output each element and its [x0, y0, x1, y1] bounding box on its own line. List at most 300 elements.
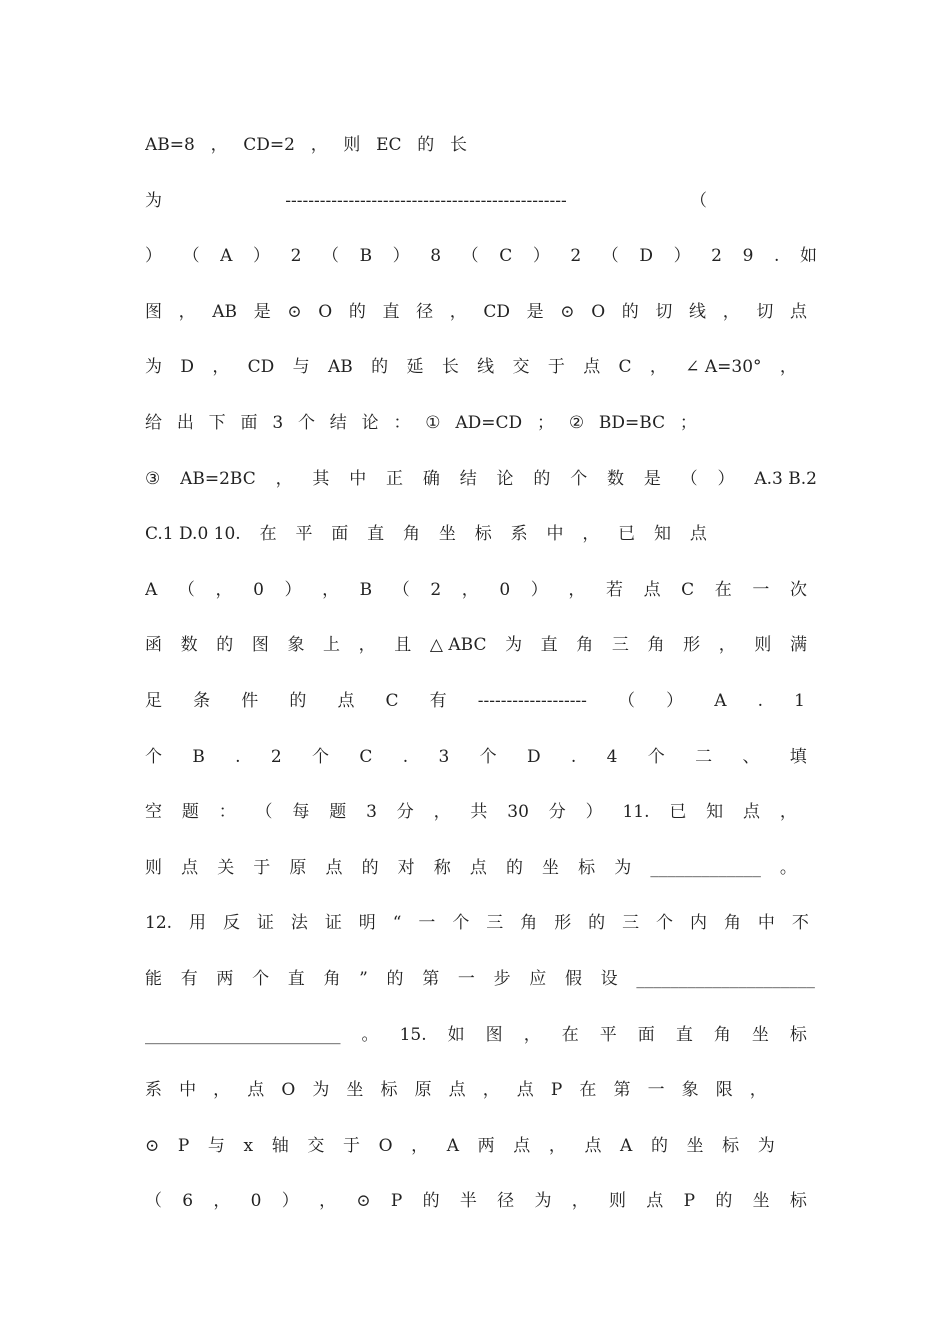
text-token: 两 [216, 969, 234, 989]
text-token: 的 [533, 469, 551, 489]
text-token: 直 [382, 302, 400, 322]
text-token: 系 [145, 1080, 162, 1100]
text-token: 的 [361, 858, 379, 878]
text-token: 步 [493, 969, 511, 989]
text-token: 于 [253, 858, 271, 878]
text-token: 内 [690, 913, 707, 933]
text-token: 次 [789, 580, 807, 600]
text-token: （ [461, 246, 479, 266]
text-token: ） [666, 691, 684, 711]
text-token: 明 [358, 913, 376, 933]
text-token: 条 [193, 691, 211, 711]
text-token: 12. [145, 913, 173, 933]
text-token: C [385, 691, 399, 711]
text-token: 出 [176, 413, 194, 433]
text-token: 能 [145, 969, 162, 989]
text-token: 结 [459, 469, 477, 489]
text-token: 坐 [686, 1136, 704, 1156]
text-token: 件 [241, 691, 259, 711]
text-line-2 [145, 188, 707, 214]
text-token: 给 [145, 413, 162, 433]
text-token: B [192, 747, 205, 767]
text-token: 是 [643, 469, 661, 489]
text-token: 已 [618, 524, 636, 544]
text-token: 证 [324, 913, 342, 933]
text-token: AB=8 [145, 135, 195, 155]
text-token: 角 [647, 635, 665, 655]
text-token: . [773, 246, 780, 266]
text-token: 是 [526, 302, 544, 322]
text-token: 平 [599, 1025, 617, 1045]
text-token: 面 [637, 1025, 655, 1045]
text-token: 长 [450, 135, 467, 155]
text-token: 0 [499, 580, 511, 600]
text-token: BD=BC [598, 413, 666, 433]
text-token: 中 [349, 469, 367, 489]
text-token: 半 [459, 1191, 477, 1211]
text-token: 3 [272, 413, 284, 433]
text-token: 8 [430, 246, 442, 266]
text-token: 则 [145, 858, 162, 878]
text-token: 轴 [271, 1136, 289, 1156]
text-token: 直 [287, 969, 305, 989]
text-token: ， [523, 1025, 541, 1045]
text-token: 0 [250, 1191, 262, 1211]
text-token: ） [717, 469, 735, 489]
text-token: P [683, 1191, 696, 1211]
text-token: 上 [323, 635, 341, 655]
text-token: ， [210, 135, 228, 155]
text-token: O [378, 1136, 393, 1156]
text-token: （ [690, 191, 707, 211]
text-token: 证 [256, 913, 274, 933]
text-token: 点 [646, 1191, 664, 1211]
text-token: （ [322, 246, 339, 266]
text-token: 交 [512, 357, 530, 377]
text-token: ， [215, 580, 233, 600]
text-token: 。 [361, 1025, 379, 1045]
text-line-8 [145, 521, 707, 547]
text-token: ， [433, 802, 451, 822]
text-token: 两 [477, 1136, 495, 1156]
text-token: A [220, 246, 233, 266]
text-token: 的 [505, 858, 523, 878]
text-line-5 [145, 354, 797, 380]
text-token: ； [536, 413, 554, 433]
text-token: 点 [689, 524, 707, 544]
text-token: 在 [714, 580, 732, 600]
text-token: 直 [540, 635, 558, 655]
text-token: CD [247, 357, 275, 377]
text-token: 点 [448, 1080, 466, 1100]
text-line-20 [145, 1188, 807, 1214]
text-token: 原 [289, 858, 307, 878]
text-token: 4 [606, 747, 618, 767]
text-token: 一 [752, 580, 770, 600]
text-token: 三 [611, 635, 629, 655]
text-token: ） [530, 580, 548, 600]
text-token: 2 [711, 246, 722, 266]
text-token: AB [328, 357, 353, 377]
text-token: ， [310, 135, 328, 155]
text-token: . [757, 691, 764, 711]
text-token: 面 [240, 413, 258, 433]
text-token: 如 [447, 1025, 465, 1045]
text-token: 数 [180, 635, 198, 655]
text-token: 于 [547, 357, 565, 377]
text-token: 坐 [542, 858, 560, 878]
text-token: 长 [441, 357, 459, 377]
text-token: 点 [743, 802, 761, 822]
text-token: 图 [485, 1025, 503, 1045]
text-token: 确 [422, 469, 440, 489]
text-token: ， [358, 635, 376, 655]
text-token: 为 [534, 1191, 552, 1211]
text-token: 象 [681, 1080, 699, 1100]
text-token: 法 [290, 913, 308, 933]
text-token: 平 [295, 524, 313, 544]
text-token: ， [582, 524, 600, 544]
text-token: （ [145, 1191, 162, 1211]
text-token: P [550, 1080, 563, 1100]
text-token: 2 [430, 580, 442, 600]
text-line-16 [145, 966, 815, 992]
text-token: 标 [578, 858, 596, 878]
text-token: 点 [513, 1136, 531, 1156]
text-token: ， [212, 357, 230, 377]
text-token: _____________ [650, 858, 761, 878]
text-token: 知 [654, 524, 672, 544]
text-token: 标 [789, 1191, 807, 1211]
text-token: EC [376, 135, 402, 155]
text-token: 个 [479, 747, 497, 767]
text-token: O [318, 302, 333, 322]
text-token: 的 [422, 1191, 440, 1211]
text-token: 标 [474, 524, 492, 544]
text-token: 点 [325, 858, 343, 878]
text-token: 的 [289, 691, 307, 711]
text-token: ⊙ [356, 1191, 371, 1211]
text-token: ） [253, 246, 271, 266]
text-token: 点 [516, 1080, 534, 1100]
text-token: （ [392, 580, 410, 600]
text-token: A [620, 1136, 633, 1156]
text-line-18 [145, 1077, 767, 1103]
text-token: 标 [789, 1025, 807, 1045]
text-token: 二 [695, 747, 713, 767]
text-token: . [570, 747, 577, 767]
text-token: 为 [505, 635, 523, 655]
text-token: 3 [438, 747, 450, 767]
text-line-1 [145, 132, 467, 158]
text-token: 图 [145, 302, 162, 322]
text-token: 个 [252, 969, 270, 989]
text-line-15 [145, 910, 809, 936]
text-token: C [499, 246, 513, 266]
text-token: （ [680, 469, 698, 489]
text-token: ⊙ [287, 302, 302, 322]
text-token: 满 [789, 635, 807, 655]
text-token: x [243, 1136, 254, 1156]
text-token: ， [718, 635, 736, 655]
text-token: 坐 [438, 524, 456, 544]
text-token: 如 [799, 246, 817, 266]
text-token: （ [177, 580, 195, 600]
text-token: ② [568, 413, 585, 433]
text-token: ） [585, 802, 603, 822]
text-token: 一 [647, 1080, 665, 1100]
text-token: 个 [570, 469, 588, 489]
text-token: 为 [614, 858, 632, 878]
text-token: 为 [145, 191, 162, 211]
text-token: 的 [650, 1136, 668, 1156]
text-token: ， [779, 357, 797, 377]
text-token: 在 [259, 524, 277, 544]
text-token: 个 [145, 747, 162, 767]
text-token: ， [275, 469, 293, 489]
text-token: 点 [789, 302, 807, 322]
text-token: 点 [469, 858, 487, 878]
text-token: 的 [386, 969, 404, 989]
text-token: ： [393, 413, 411, 433]
text-line-10 [145, 632, 807, 658]
text-token: 与 [207, 1136, 225, 1156]
text-token: 直 [367, 524, 385, 544]
text-line-17 [145, 1022, 807, 1048]
text-token: 用 [189, 913, 206, 933]
text-token: 角 [323, 969, 341, 989]
text-token: 个 [452, 913, 470, 933]
text-token: 题 [181, 802, 199, 822]
text-token: AB=2BC [180, 469, 256, 489]
text-line-19 [145, 1133, 775, 1159]
text-token: ， [322, 580, 340, 600]
text-token: 为 [312, 1080, 330, 1100]
text-token: 角 [713, 1025, 731, 1045]
text-token: 是 [253, 302, 271, 322]
text-token: 的 [371, 357, 389, 377]
text-line-13 [145, 799, 797, 825]
text-token: 6 [182, 1191, 194, 1211]
text-token: 已 [669, 802, 687, 822]
text-token: 设 [600, 969, 618, 989]
text-token: 有 [429, 691, 447, 711]
text-token: 交 [307, 1136, 325, 1156]
text-token: 三 [622, 913, 640, 933]
text-token: 点 [337, 691, 355, 711]
text-token: （ [601, 246, 619, 266]
text-token: 图 [251, 635, 269, 655]
text-token: ） [145, 246, 162, 266]
text-token: ------------------------------------------------- [285, 191, 567, 211]
text-token: 假 [564, 969, 582, 989]
text-token: 中 [546, 524, 564, 544]
text-token: 形 [683, 635, 701, 655]
text-line-11 [145, 688, 805, 714]
text-token: 2 [290, 246, 302, 266]
text-token: 形 [554, 913, 572, 933]
text-line-7 [145, 466, 817, 492]
text-token: 一 [418, 913, 436, 933]
text-token: 下 [208, 413, 226, 433]
text-token: D [526, 747, 541, 767]
text-token: ， [568, 580, 586, 600]
text-token: 第 [422, 969, 440, 989]
text-token: 个 [656, 913, 674, 933]
text-token: C [359, 747, 373, 767]
text-token: 的 [417, 135, 435, 155]
text-token: 线 [689, 302, 707, 322]
text-token: C [618, 357, 632, 377]
text-token: 个 [647, 747, 665, 767]
text-token: 反 [222, 913, 240, 933]
text-token: 应 [529, 969, 547, 989]
text-token: 于 [342, 1136, 360, 1156]
text-token: ， [548, 1136, 566, 1156]
text-line-14 [145, 855, 797, 881]
text-token: 切 [756, 302, 774, 322]
text-token: 切 [655, 302, 673, 322]
text-token: A.3 B.2 [754, 469, 817, 489]
text-token: 角 [576, 635, 594, 655]
text-line-4 [145, 299, 807, 325]
text-token: 分 [548, 802, 566, 822]
text-token: 角 [403, 524, 421, 544]
text-token: ， [411, 1136, 429, 1156]
text-token: ） [532, 246, 550, 266]
text-token: 分 [396, 802, 414, 822]
text-token: C.1 D.0 10. [145, 524, 241, 544]
text-token: AD=CD [455, 413, 523, 433]
text-token: 延 [406, 357, 424, 377]
text-token: ， [722, 302, 740, 322]
text-token: B [359, 246, 373, 266]
text-token: 角 [723, 913, 741, 933]
text-token: （ [255, 802, 273, 822]
text-token: ------------------- [477, 691, 587, 711]
text-token: 面 [331, 524, 349, 544]
text-token: 则 [754, 635, 772, 655]
text-token: 中 [179, 1080, 197, 1100]
text-token: 2 [270, 747, 282, 767]
text-token: 论 [361, 413, 379, 433]
text-token: 对 [397, 858, 415, 878]
text-token: 在 [579, 1080, 597, 1100]
text-token: ， [213, 1080, 231, 1100]
text-token: 的 [348, 302, 366, 322]
text-token: 则 [343, 135, 361, 155]
text-token: ， [779, 802, 797, 822]
text-token: 点 [247, 1080, 265, 1100]
text-token: 结 [329, 413, 347, 433]
text-token: _____________________ [636, 969, 815, 989]
text-token: 函 [145, 635, 162, 655]
text-token: 11. [622, 802, 650, 822]
text-line-6 [145, 410, 697, 436]
text-token: 中 [757, 913, 775, 933]
text-token: ① [425, 413, 441, 433]
text-token: 在 [561, 1025, 579, 1045]
text-token: C [681, 580, 695, 600]
text-token: ： [218, 802, 236, 822]
text-token: ， [749, 1080, 767, 1100]
text-token: 共 [470, 802, 488, 822]
text-token: 坐 [346, 1080, 364, 1100]
text-token: 称 [433, 858, 451, 878]
text-token: P [177, 1136, 190, 1156]
text-token: 径 [416, 302, 434, 322]
text-token: ， [461, 580, 479, 600]
text-token: ， [319, 1191, 337, 1211]
text-token: ” [359, 969, 368, 989]
text-token: ⊙ [560, 302, 575, 322]
text-token: “ [392, 913, 402, 933]
text-token: 关 [217, 858, 235, 878]
text-token: D [180, 357, 194, 377]
text-token: ； [679, 413, 697, 433]
text-token: ， [482, 1080, 500, 1100]
text-token: 限 [715, 1080, 733, 1100]
text-line-9 [145, 577, 807, 603]
text-token: 一 [457, 969, 475, 989]
text-token: 与 [292, 357, 310, 377]
text-token: （ [182, 246, 200, 266]
text-token: _______________________ [145, 1025, 341, 1045]
text-token: 的 [621, 302, 639, 322]
text-token: 的 [715, 1191, 733, 1211]
text-token: 直 [675, 1025, 693, 1045]
text-token: CD [483, 302, 511, 322]
text-token: D [639, 246, 654, 266]
text-token: AB [212, 302, 238, 322]
text-token: ③ [145, 469, 161, 489]
text-line-12 [145, 744, 807, 770]
text-token: O [591, 302, 606, 322]
text-token: 角 [520, 913, 538, 933]
text-token: 标 [722, 1136, 740, 1156]
text-token: O [281, 1080, 296, 1100]
text-token: 线 [477, 357, 495, 377]
text-token: 3 [366, 802, 377, 822]
text-token: ） [673, 246, 691, 266]
text-token: 2 [570, 246, 582, 266]
text-token: 15. [399, 1025, 427, 1045]
text-token: ） [392, 246, 410, 266]
text-token: 点 [583, 357, 601, 377]
text-token: 填 [789, 747, 807, 767]
text-token: 9 [742, 246, 754, 266]
text-token: 则 [609, 1191, 627, 1211]
text-token: 的 [588, 913, 606, 933]
text-token: 点 [584, 1136, 602, 1156]
text-token: P [390, 1191, 403, 1211]
text-token: 若 [605, 580, 623, 600]
text-token: ， [571, 1191, 589, 1211]
text-token: A [446, 1136, 459, 1156]
text-token: 数 [607, 469, 625, 489]
text-token: 径 [497, 1191, 515, 1211]
text-token: 有 [180, 969, 198, 989]
text-token: ） [281, 1191, 299, 1211]
text-token: 且 [394, 635, 412, 655]
text-token: 知 [706, 802, 724, 822]
text-token: 点 [181, 858, 199, 878]
text-token: ） [284, 580, 302, 600]
text-token: 正 [386, 469, 404, 489]
text-token: 不 [791, 913, 809, 933]
text-token: 、 [742, 747, 760, 767]
text-token: 足 [145, 691, 162, 711]
